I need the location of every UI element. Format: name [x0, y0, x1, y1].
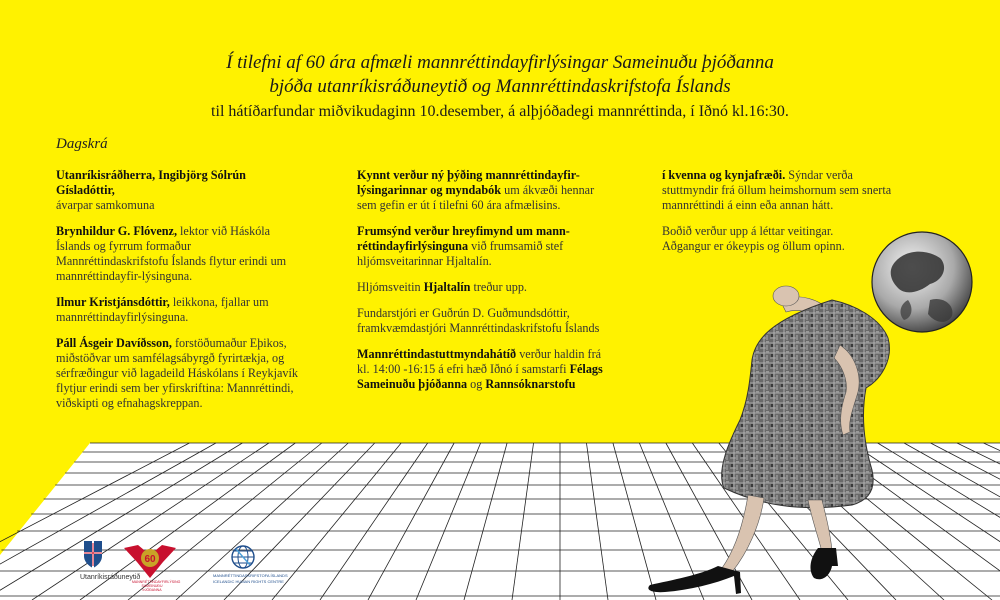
ihrc-caption-1: MANNRÉTTINDASKRIFSTOFA ÍSLANDS: [213, 573, 288, 578]
header-line-3: til hátíðarfundar miðvikudaginn 10.desember, á alþjóðadegi mannréttinda, í Iðnó kl.16:30.: [211, 103, 789, 120]
program-item: Ilmur Kristjánsdóttir, leikkona, fjallar um mannréttindayfirlýsinguna.: [56, 295, 269, 324]
program-item: Hljómsveitin Hjaltalín treður upp.: [357, 280, 527, 294]
ihrc-globe-icon: [232, 546, 254, 568]
program-item: Fundarstjóri er Guðrún D. Guðmundsdóttir, framkvæmdastjóri Mannréttindaskrifstofu Íslands: [357, 306, 600, 335]
program-item: Boðið verður upp á léttar veitingar. Aðgangur er ókeypis og öllum opinn.: [662, 224, 845, 253]
anniversary-number: 60: [144, 554, 156, 565]
program-item: Brynhildur G. Flóvenz, lektor við Háskóla Íslands og fyrrum formaður Mannréttindaskrifstofu Íslands flytur erindi um mannréttindayfir-lýsinguna.: [56, 224, 287, 283]
anniversary-caption: MANNRÉTTINDAYFIRLÝSING SAMEINUÐU ÞJÓÐANNA: [132, 580, 181, 592]
program-item: Frumsýnd verður hreyfimynd um mann-réttindayfirlýsinguna við frumsamið stef hljómsveitarinnar Hjaltalín.: [357, 224, 570, 268]
program-item: í kvenna og kynjafræði. Sýndar verða stuttmyndir frá öllum heimshornum sem snerta mannréttindi á einn eða annan hátt.: [662, 168, 892, 212]
shoe-right: [811, 548, 838, 579]
program-item: Páll Ásgeir Davíðsson, forstöðumaður Eþikos, miðstöðvar um samfélagsábyrgð fyrirtækja, og sérfræðingur við lagadeild Háskólans í Reykjavík flytjur erindi sem ber yfirskriftina: Mannréttindi, viðskipti og efnahagskreppan.: [56, 336, 299, 410]
header-line-1: Í tilefni af 60 ára afmæli mannréttindayfirlýsingar Sameinuðu þjóðanna: [226, 52, 774, 73]
ministry-coat-of-arms-icon: [84, 541, 102, 568]
program-item: Mannréttindastuttmyndahátíð verður haldin frá kl. 14:00 -16:15 á efri hæð Iðnó í samstarfi Félags Sameinuðu þjóðanna og Rannsóknarstofu: [357, 347, 603, 391]
ihrc-caption-2: ICELANDIC HUMAN RIGHTS CENTRE: [213, 579, 284, 584]
shoe-left: [648, 566, 741, 594]
dress-shape: [722, 300, 890, 508]
program-item: Kynnt verður ný þýðing mannréttindayfir-lýsingarinnar og myndabók um ákvæði hennar sem gefin er út í tilefni 60 ára afmælisins.: [357, 168, 595, 212]
ministry-caption: Utanríkisráðuneytið: [80, 574, 141, 581]
program-heading: Dagskrá: [56, 136, 108, 152]
header-line-2: bjóða utanríkisráðuneytið og Mannréttindaskrifstofa Íslands: [269, 76, 731, 97]
program-item: Utanríkisráðherra, Ingibjörg Sólrún Gísladóttir, ávarpar samkomuna: [56, 168, 246, 212]
